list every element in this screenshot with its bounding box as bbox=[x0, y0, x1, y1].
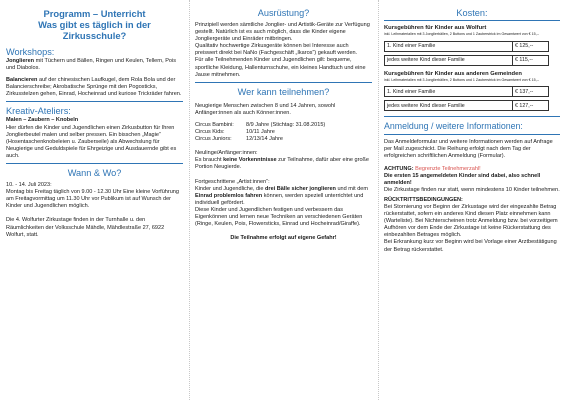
fee-label: jedes weitere Kind dieser Familie bbox=[385, 101, 513, 111]
program-subtitle: Was gibt es täglich in der Zirkusschule? bbox=[38, 19, 151, 41]
beginner-text: Es braucht keine Vorkenntnisse zur Teilnahme, dafür aber eine große Portion Neugierde. bbox=[195, 157, 370, 171]
fees-wolfurt-table bbox=[384, 41, 549, 66]
fees-wolfurt-note: inkl. Leihmaterialien mit 3 Jonglierbällen, 2 Buttons und 1 Zauberstrick im Gesamtwert von € 15,-- bbox=[384, 32, 540, 37]
ausruestung-heading: Ausrüstung? bbox=[257, 8, 310, 18]
teilnehmen-heading: Wer kann teilnehmen? bbox=[237, 86, 330, 97]
ausruestung-text-1: Prinzipiell werden sämtliche Jonglier- und Artistik-Geräte zur Verfügung gestellt. Natürlich ist es auch möglich, dass die Kinder eigene Jongliergeräte und Einräder mitbringen. bbox=[195, 22, 370, 43]
divider bbox=[6, 101, 183, 102]
anmeldung-heading: Anmeldung / weitere Informationen: bbox=[384, 121, 523, 132]
column-program bbox=[0, 0, 189, 400]
workshops-heading: Workshops: bbox=[6, 47, 55, 57]
column-participation bbox=[189, 0, 378, 400]
fees-wolfurt-title: Kursgebühren für Kinder aus Wolfurt bbox=[384, 25, 487, 31]
time-text: Montag bis Freitag täglich von 9.00 - 12.30 Uhr Eine kleine Vorführung am Freitagvormittag um 11.30 Uhr vor Publikum ist auf Wunsch der Kinder und Jugendlichen möglich. bbox=[6, 189, 179, 210]
anmeldung-text: Das Anmeldeformular und weitere Informationen werden auf Anfrage per Mail zugeschickt. Die Reihung erfolgt nach dem Tag der erfolgreichen schriftlichen Anmeldung (Formular). bbox=[384, 139, 553, 160]
fee-label: 1. Kind einer Familie bbox=[385, 41, 513, 51]
fee-price: € 115,-- bbox=[513, 55, 549, 65]
advanced-title: Fortgeschrittene „Artist:innen“: bbox=[195, 178, 270, 185]
fees-other-note: inkl. Leihmaterialien mit 3 Jonglierbällen, 2 Buttons und 1 Zauberstrick im Gesamtwert von € 15,-- bbox=[384, 77, 540, 82]
fee-label: jedes weitere Kind dieser Familie bbox=[385, 55, 513, 65]
advanced-text: Kinder und Jugendliche, die drei Bälle sicher jonglieren und mit dem Einrad problemlos fahren können, werden speziell unterrichtet und individuell gefördert. bbox=[195, 185, 368, 206]
circus-group-row: Circus Kids: 10/11 Jahre bbox=[195, 129, 275, 136]
circus-groups bbox=[195, 122, 372, 143]
table-row bbox=[385, 101, 549, 111]
program-title: Programm – Unterricht bbox=[43, 8, 146, 19]
beginner-title: Neulinge/Anfänger:innen: bbox=[195, 150, 258, 157]
workshops-balance-text: Balancieren auf der chinesischen Laufkugel, dem Rola Bola und der Balancierschreibe; Akrobatische Sprünge mit den Pogosticks, Zirkusstelzen gehen, Einrad, Hocheinrad und kuriose Trickräder fahren. bbox=[6, 77, 182, 98]
ausruestung-text-3: Für alle Teilnehmenden Kinder und Jugendlichen gilt: bequeme, sportliche Kleidung, Hallenturnschuhe, ein kleines Handtuch und eine Jause mitnehmen. bbox=[195, 57, 366, 78]
divider bbox=[384, 134, 560, 135]
place-text: Die 4. Wolfurter Zirkustage finden in der Turnhalle u. den Räumlichkeiten der Volksschule Mähdle, Mähdlestraße 27, 6922 Wolfurt, statt. bbox=[6, 217, 165, 238]
fee-price: € 125,-- bbox=[513, 41, 549, 51]
teilnehmen-text: Neugierige Menschen zwischen 8 und 14 Jahren, sowohl Anfänger:innen als auch Könner:innen. bbox=[195, 102, 336, 116]
minimum-participants: Die Zirkustage finden nur statt, wenn mindestens 10 Kinder teilnehmen. bbox=[384, 186, 560, 193]
table-row bbox=[385, 87, 549, 97]
fee-label: 1. Kind einer Familie bbox=[385, 87, 513, 97]
ateliers-subtitle: Malen – Zaubern – Knobeln bbox=[6, 117, 79, 124]
ruecktritt-text: Bei Stornierung vor Beginn der Zirkustage wird der eingezahlte Betrag rückerstattet, sofern ein anderes Kind diesen Platz einnehmen kann (Warteliste). Bei Nichterscheinen trotz Anmeldung bzw. bei vorzeitigem Aufhören vor dem Ende der Zirkustage ist keine Rückerstattung des einbezahlten Betrages möglich. bbox=[384, 203, 558, 239]
fee-price: € 127,-- bbox=[513, 101, 549, 111]
first-15-notice: Die ersten 15 angemeldeten Kinder sind dabei, also schnell anmelden! bbox=[384, 172, 541, 186]
table-row bbox=[385, 41, 549, 51]
kosten-heading: Kosten: bbox=[456, 8, 488, 18]
fees-other-table bbox=[384, 86, 549, 111]
divider bbox=[195, 82, 372, 83]
divider bbox=[384, 116, 560, 117]
table-row bbox=[385, 55, 549, 65]
fee-price: € 137,-- bbox=[513, 87, 549, 97]
circus-group-row: Circus Bambini: 8/9 Jahre (Stichtag: 31.08.2015) bbox=[195, 121, 326, 128]
achtung-line: ACHTUNG: Begrenzte Teilnehmerzahl! bbox=[384, 165, 481, 172]
circus-group-row: Circus Juniors: 12/13/14 Jahre bbox=[195, 136, 284, 143]
ateliers-text: Hier dürfen die Kinder und Jugendlichen einen Zirkusbutton für Ihren Jonglierbeutel malen und selber pressen. Ein bisschen „Magie“ (Hosentaschenknobeleien u. Zauberseile) als Abwechslung für Neugierige und Geduldspiele für Ehrgeizige und Ausdauernde gibt es auch. bbox=[6, 124, 177, 159]
fees-other-title: Kursgebühren für Kinder aus anderen Gemeinden bbox=[384, 70, 522, 77]
workshops-juggling-text: Jonglieren mit Tüchern und Bällen, Ringen und Keulen, Tellern, Pois und Diabolos. bbox=[6, 58, 177, 72]
column-costs bbox=[378, 0, 566, 400]
closing-note: Die Teilnahme erfolgt auf eigene Gefahr! bbox=[230, 235, 337, 242]
divider bbox=[384, 20, 560, 21]
divider bbox=[6, 163, 183, 164]
illness-text: Bei Erkrankung kurz vor Beginn wird bei Vorlage einer Arztbestätigung der Betrag rückerstattet. bbox=[384, 239, 557, 253]
ausruestung-text-2: Qualitativ hochwertige Zirkusgeräte können bei Interesse auch preiswert direkt bei NaNo (Fachgeschäft „Ikaros“) gekauft werden. bbox=[195, 43, 358, 57]
dates: 10. - 14. Juli 2023: bbox=[6, 182, 52, 189]
ruecktritt-title: RÜCKTRITTSBEDINGUNGEN: bbox=[384, 196, 463, 203]
advanced-text-2: Diese Kinder und Jugendlichen festigen und verbessern das Eigenkönnen und lernen neue Techniken an verschiedenen Geräten (Ringe, Keulen, Pois, Flowersticks, Einrad und Hocheinrad/Giraffe). bbox=[195, 206, 363, 228]
ateliers-heading: Kreativ-Ateliers: bbox=[6, 106, 71, 117]
wann-heading: Wann & Wo? bbox=[67, 168, 122, 179]
